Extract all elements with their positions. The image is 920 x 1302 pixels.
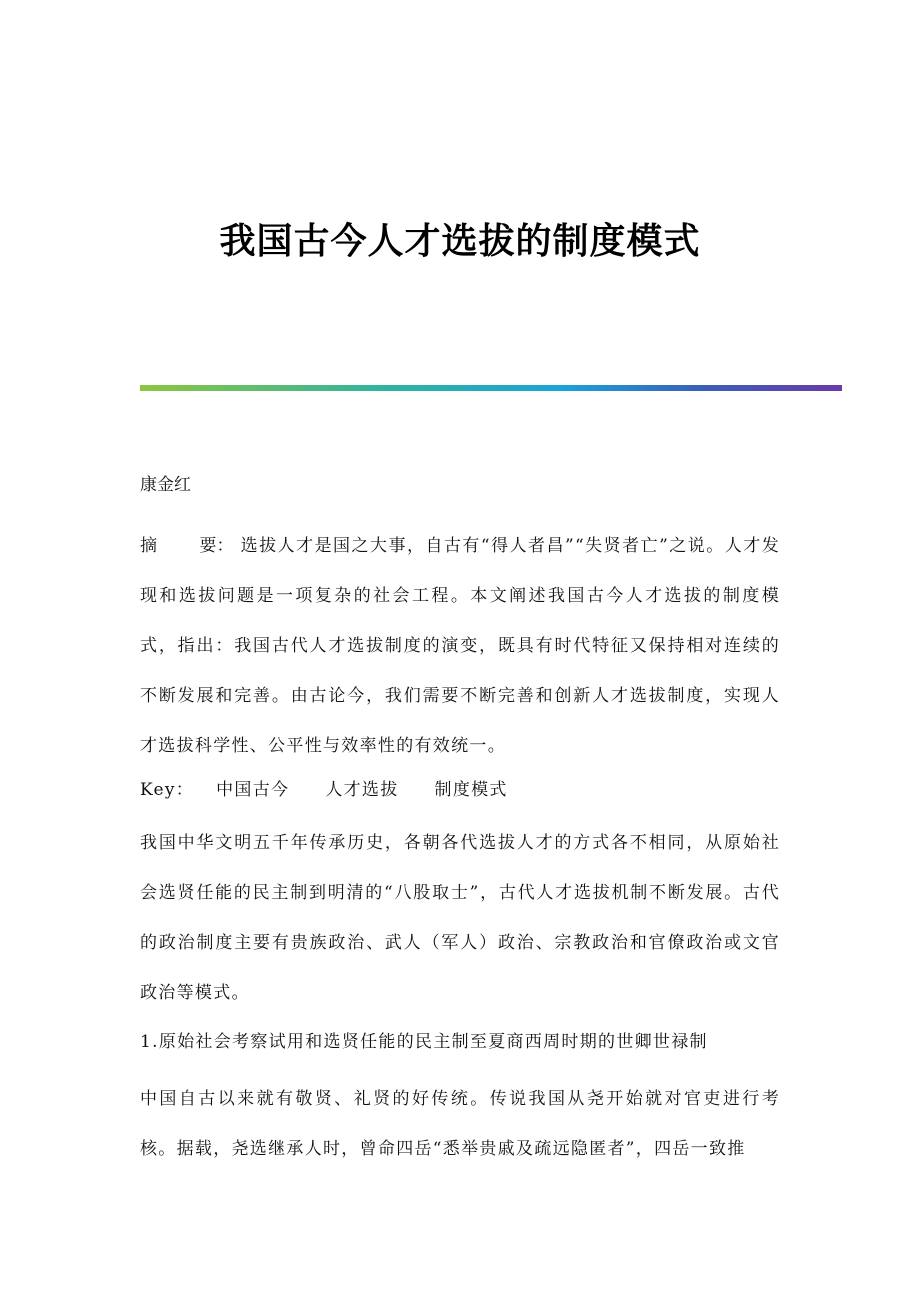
abstract-label-second: 要： — [199, 536, 234, 556]
body-paragraph-intro: 我国中华文明五千年传承历史，各朝各代选拔人才的方式各不相同，从原始社会选贤任能的民主制到明清的“八股取士”，古代人才选拔机制不断发展。古代的政治制度主要有贵族政治、武人（军人）政治、宗教政治和官僚政治或文官政治等模式。 — [140, 833, 780, 1003]
keywords-label: Key： — [140, 780, 195, 800]
abstract-label — [140, 536, 234, 556]
gradient-divider — [140, 385, 842, 391]
body-paragraph-section-1: 中国自古以来就有敬贤、礼贤的好传统。传说我国从尧开始就对官吏进行考核。据载，尧选继承人时，曾命四岳“悉举贵戚及疏远隐匿者”，四岳一致推 — [140, 1089, 780, 1159]
abstract-text: 选拔人才是国之大事，自古有“得人者昌”“失贤者亡”之说。人才发现和选拔问题是一项复杂的社会工程。本文阐述我国古今人才选拔的制度模式，指出：我国古代人才选拔制度的演变，既具有时代特征又保持相对连续的不断发展和完善。由古论今，我们需要不断完善和创新人才选拔制度，实现人才选拔科学性、公平性与效率性的有效统一。 — [140, 536, 781, 756]
keyword-item: 制度模式 — [434, 780, 508, 800]
keywords-line — [140, 765, 544, 815]
section-heading: 1.原始社会考察试用和选贤任能的民主制至夏商西周时期的世卿世禄制 — [140, 1032, 708, 1052]
keyword-item: 人才选拔 — [325, 780, 399, 800]
author-name: 康金红 — [140, 475, 191, 495]
abstract-paragraph — [140, 521, 780, 771]
keyword-item: 中国古今 — [216, 780, 290, 800]
document-title: 我国古今人才选拔的制度模式 — [219, 220, 701, 262]
abstract-label-first: 摘 — [140, 536, 158, 556]
